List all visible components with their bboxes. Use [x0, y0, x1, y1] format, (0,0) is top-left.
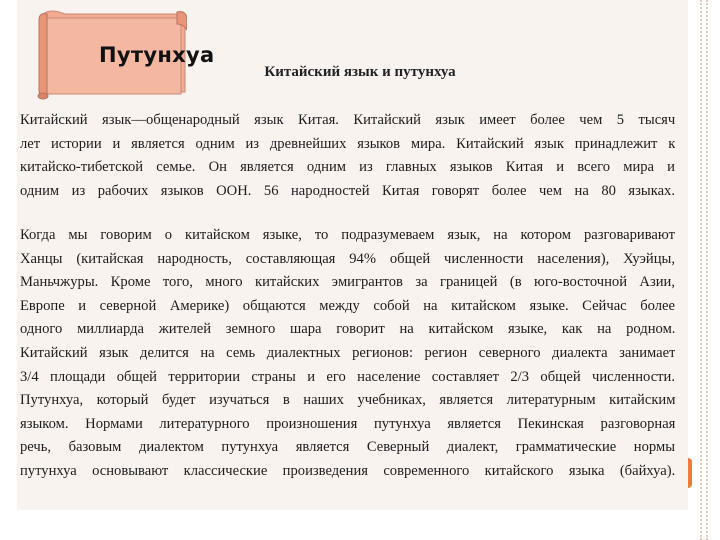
text-line: одним из рабочих языков ООН. 56 народностей Китая говорят более чем на 80 языках. — [20, 182, 675, 199]
text-line: Путунхуа, который будет изучаться в наших учебниках, является литературным китайским — [20, 392, 675, 409]
text-line: путунхуа основывают классические произведения современного китайского языка (байхуа). — [20, 462, 675, 479]
text-line: 3/4 площади общей территории страны и его население составляет 2/3 общей численности. — [20, 368, 675, 385]
text-line: Маньчжуры. Кроме того, много китайских эмигрантов за границей (в юго-восточной Азии, — [20, 274, 675, 291]
paragraph-1 — [20, 109, 675, 203]
text-line: Европе и северной Америке) общаются между собой на китайском языке. Сейчас более — [20, 297, 675, 314]
scroll-banner — [37, 8, 215, 96]
text-line: речь, базовым диалектом путунхуа является Северный диалект, грамматические нормы — [20, 439, 675, 456]
paragraph-2 — [20, 224, 675, 484]
text-line: одного миллиарда жителей земного шара говорит на китайском языке, как на родном. — [20, 321, 675, 338]
text-line: лет истории и является одним из древнейших языков мира. Китайский язык принадлежит к — [20, 135, 675, 152]
decorative-border — [700, 0, 712, 540]
text-line: китайско-тибетской семье. Он является одним из главных языков Китая и всего мира и — [20, 159, 675, 176]
text-line: Китайский язык делится на семь диалектных регионов: регион северного диалекта занимает — [20, 344, 675, 361]
text-line: Ханцы (китайская народность, составляющая 94% общей численности населения), Хуэйцы, — [20, 250, 675, 267]
text-line: Китайский язык—общенародный язык Китая. Китайский язык имеет более чем 5 тысяч — [20, 112, 675, 128]
text-line: языком. Нормами литературного произношения путунхуа является Пекинская разговорная — [20, 415, 675, 432]
slide-title: Путунхуа — [99, 43, 215, 67]
text-line: Когда мы говорим о китайском языке, то подразумеваем язык, на котором разговаривают — [20, 227, 675, 243]
document-title: Китайский язык и путунхуа — [264, 64, 456, 80]
